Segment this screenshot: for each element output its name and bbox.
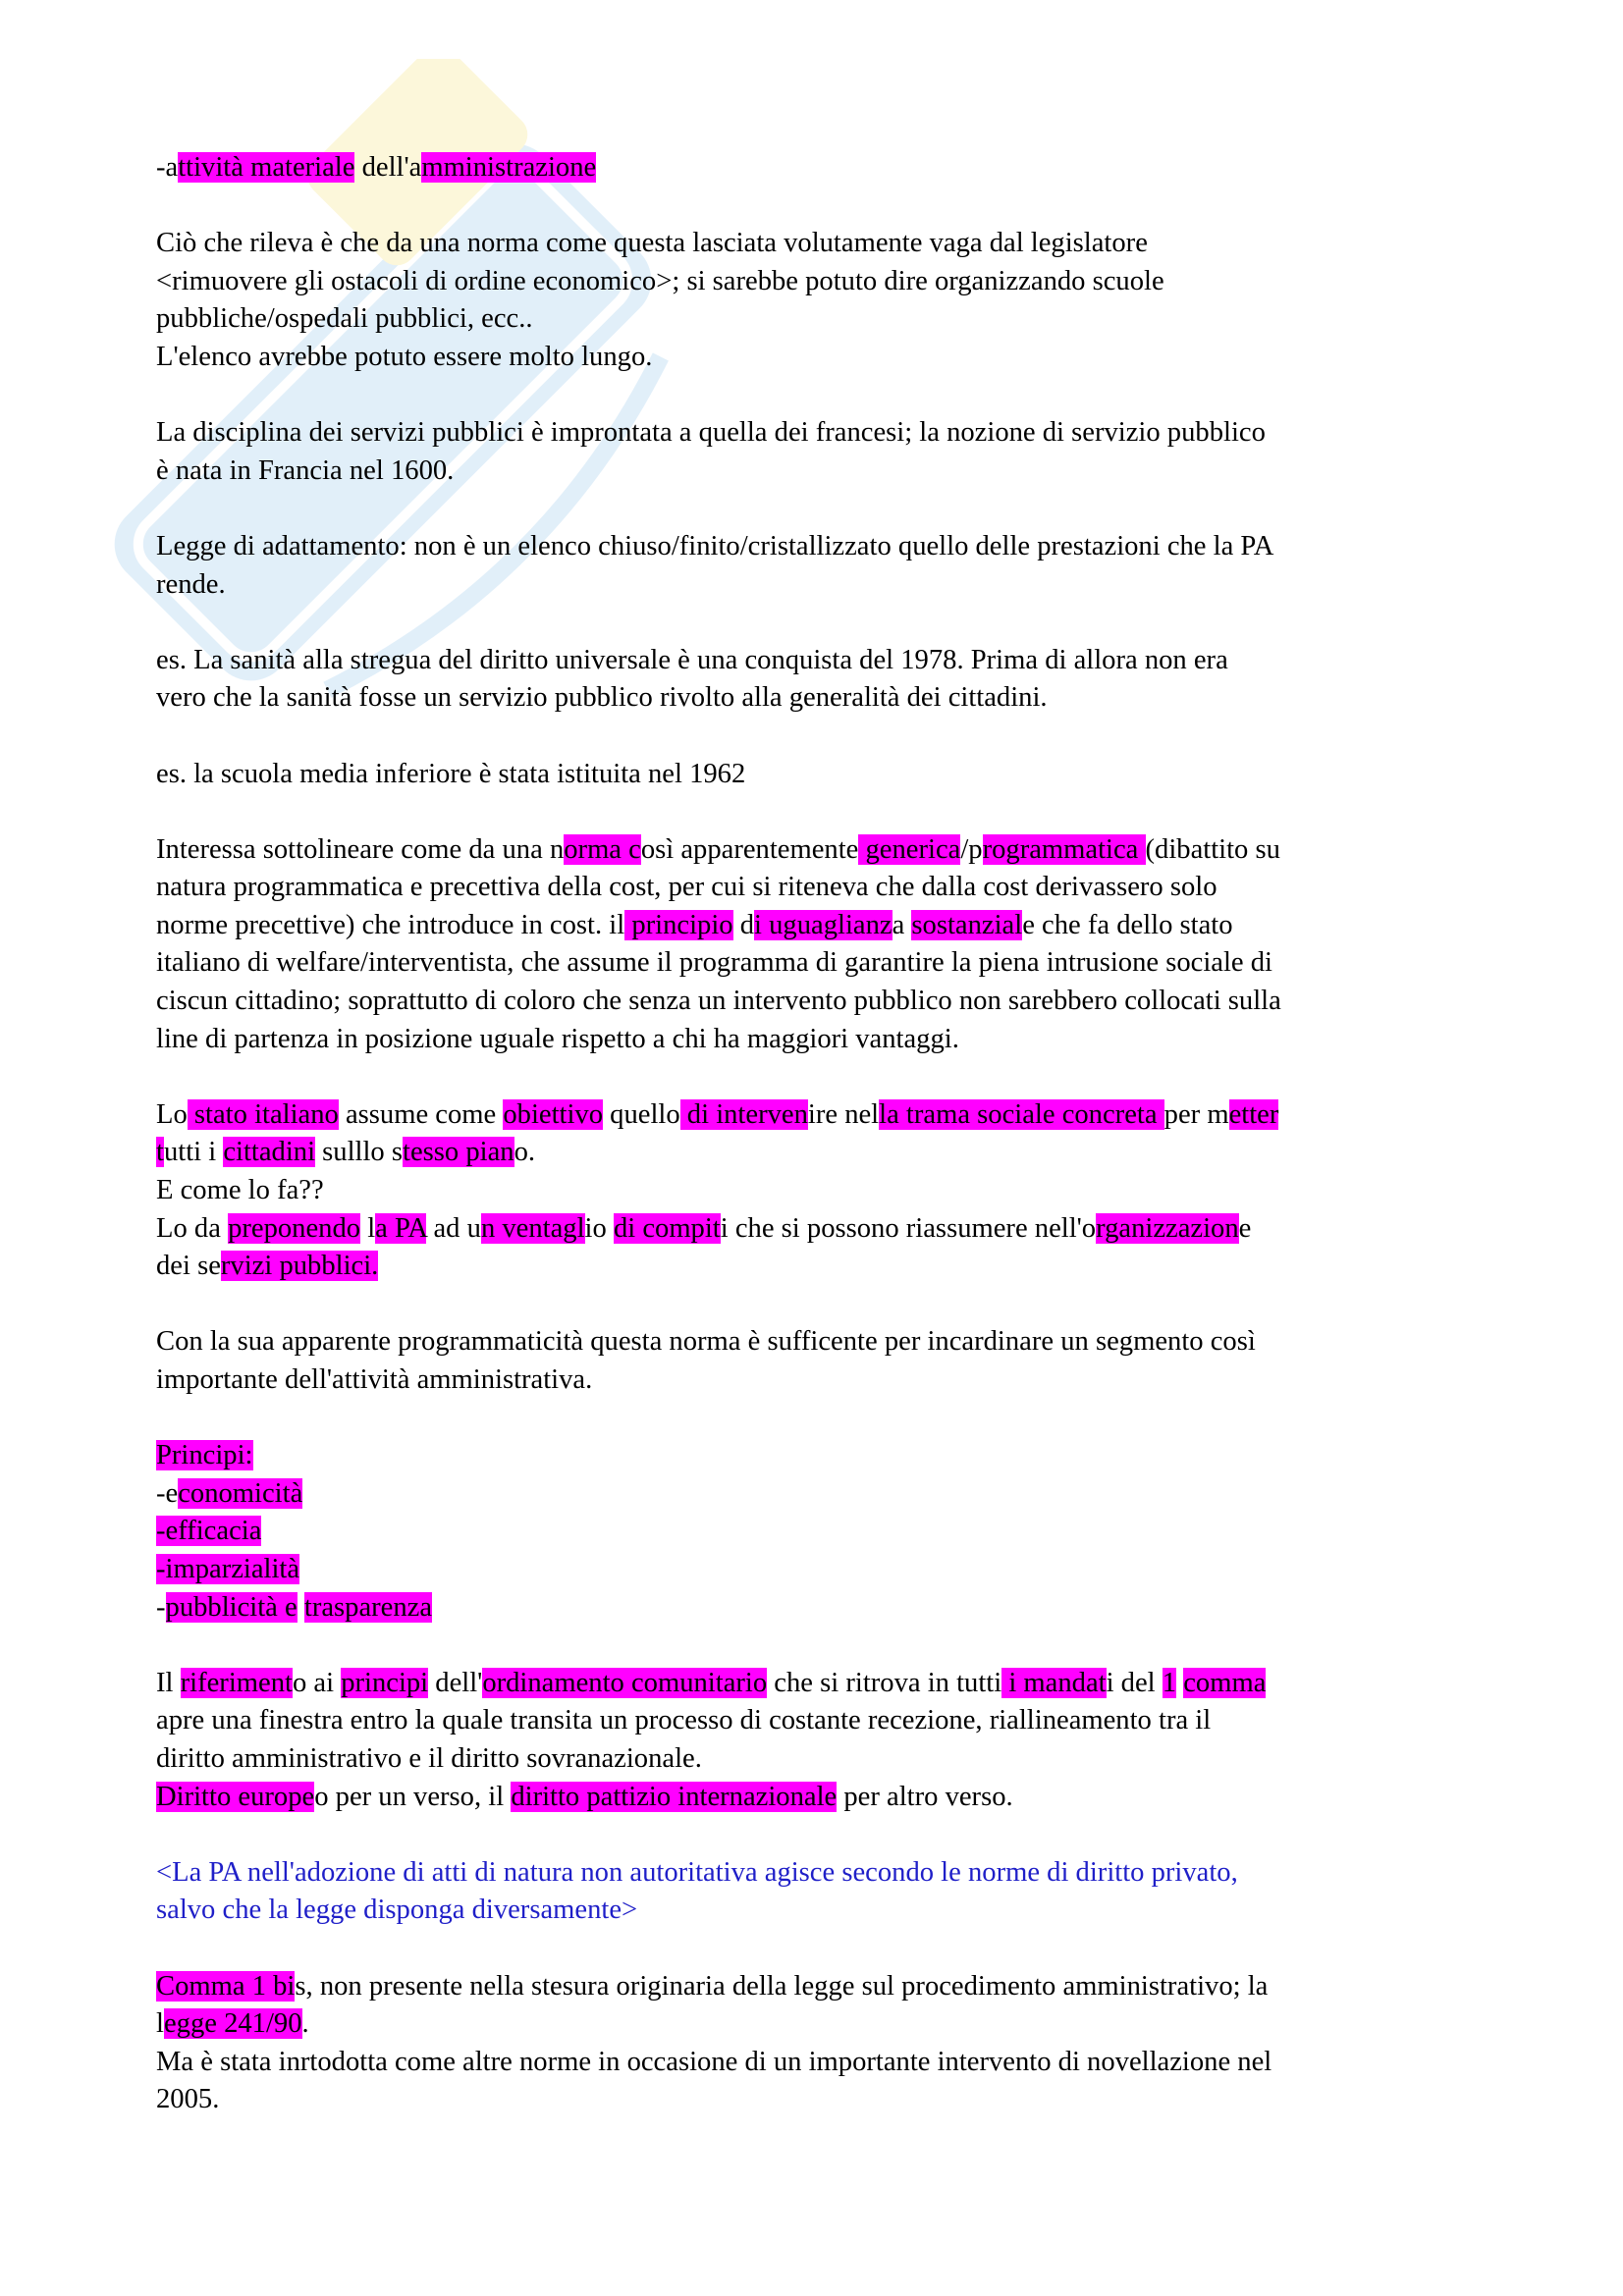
- text-run: quello: [603, 1098, 680, 1130]
- highlighted-text: stato italiano: [187, 1098, 339, 1130]
- text-run: -e: [156, 1477, 179, 1509]
- highlighted-text: t: [156, 1137, 164, 1168]
- highlighted-text: pubblicità e: [165, 1591, 298, 1623]
- highlighted-text: rganizzazion: [1096, 1212, 1239, 1244]
- text-run: E come lo fa??: [156, 1175, 324, 1206]
- text-run: La disciplina dei servizi pubblici è improntata a quella dei francesi; la nozione di servizio pubblico: [156, 417, 1266, 449]
- text-run: natura programmatica e precettiva della cost, per cui si riteneva che dalla cost derivassero solo: [156, 872, 1217, 903]
- paragraph: [156, 149, 1491, 187]
- highlighted-text: diritto pattizio internazionale: [511, 1781, 838, 1812]
- highlighted-text: orma c: [564, 833, 641, 865]
- text-run: utti i: [163, 1137, 224, 1168]
- text-run: o.: [514, 1137, 536, 1168]
- paragraph: [156, 1437, 1491, 1627]
- paragraph: [156, 1854, 1491, 1930]
- text-run: d: [732, 909, 755, 940]
- highlighted-text: -efficacia: [156, 1516, 262, 1547]
- text-run: io: [584, 1212, 614, 1244]
- text-run: Con la sua apparente programmaticità questa norma è sufficente per incardinare un segmento così: [156, 1326, 1256, 1358]
- text-run: ciscun cittadino; soprattutto di coloro che senza un intervento pubblico non sarebbero collocati sulla: [156, 986, 1281, 1017]
- highlighted-text: rvizi pubblici.: [220, 1251, 379, 1282]
- text-run: -: [156, 1591, 166, 1623]
- paragraph: [156, 414, 1491, 490]
- text-run: [298, 1592, 304, 1623]
- highlighted-text: generica: [858, 833, 961, 865]
- highlighted-text: mministrazione: [421, 152, 597, 183]
- highlighted-text: egge 241/90: [163, 2008, 302, 2040]
- text-run: Ma è stata inrtodotta come altre norme in occasione di un importante intervento di novellazione nel: [156, 2046, 1272, 2077]
- highlighted-text: tesso pian: [403, 1137, 514, 1168]
- highlighted-text: principio: [624, 909, 733, 940]
- paragraph: [156, 831, 1491, 1059]
- text-run: ire nel: [807, 1098, 880, 1130]
- text-run: l: [156, 2008, 164, 2040]
- highlighted-text: cittadini: [223, 1137, 316, 1168]
- highlighted-text: comma: [1183, 1667, 1267, 1698]
- highlighted-text: a PA: [375, 1212, 427, 1244]
- text-run: dell': [428, 1667, 483, 1698]
- text-run: per altro verso.: [837, 1781, 1013, 1812]
- text-run: per m: [1163, 1098, 1229, 1130]
- paragraph: [156, 528, 1491, 604]
- text-run: o ai: [292, 1667, 342, 1698]
- text-run: Lo: [156, 1098, 188, 1130]
- text-run: salvo che la legge disponga diversamente>: [156, 1895, 638, 1926]
- text-run: è nata in Francia nel 1600.: [156, 454, 455, 486]
- text-run: Lo da: [156, 1212, 229, 1244]
- text-run: es. la scuola media inferiore è stata istituita nel 1962: [156, 758, 746, 789]
- text-run: Interessa sottolineare come da una n: [156, 833, 565, 865]
- highlighted-text: etter: [1228, 1098, 1279, 1130]
- text-run: assume come: [338, 1098, 504, 1130]
- text-run: .: [301, 2008, 309, 2040]
- text-run: <La PA nell'adozione di atti di natura non autoritativa agisce secondo le norme di diritto privato,: [156, 1856, 1238, 1888]
- highlighted-text: Comma 1 bi: [156, 1970, 296, 2002]
- highlighted-text: di compit: [613, 1212, 721, 1244]
- paragraph: [156, 756, 1491, 794]
- highlighted-text: Diritto europe: [156, 1781, 315, 1812]
- text-run: Il: [156, 1667, 181, 1698]
- text-run: /p: [960, 833, 983, 865]
- text-run: importante dell'attività amministrativa.: [156, 1364, 593, 1395]
- text-run: Legge di adattamento: non è un elenco chiuso/finito/cristallizzato quello delle prestazioni che la PA: [156, 530, 1274, 561]
- paragraph: [156, 1665, 1491, 1816]
- text-run: line di partenza in posizione uguale rispetto a chi ha maggiori vantaggi.: [156, 1023, 959, 1054]
- highlighted-text: di interven: [679, 1098, 808, 1130]
- text-run: dei se: [156, 1251, 221, 1282]
- highlighted-text: ordinamento comunitario: [482, 1667, 768, 1698]
- text-run: norme precettive) che introduce in cost. il: [156, 909, 625, 940]
- text-run: sulllo s: [315, 1137, 404, 1168]
- text-run: 2005.: [156, 2084, 220, 2115]
- paragraph: [156, 1096, 1491, 1286]
- highlighted-text: principi: [341, 1667, 429, 1698]
- text-run: vero che la sanità fosse un servizio pubblico rivolto alla generalità dei cittadini.: [156, 682, 1048, 714]
- document-body: [156, 149, 1491, 2157]
- paragraph: [156, 1323, 1491, 1399]
- text-run: italiano di welfare/interventista, che assume il programma di garantire la piena intrusione sociale di: [156, 947, 1272, 979]
- text-run: l: [360, 1212, 376, 1244]
- text-run: i che si possono riassumere nell'o: [720, 1212, 1097, 1244]
- text-run: a: [892, 909, 912, 940]
- text-run: pubbliche/ospedali pubblici, ecc..: [156, 303, 533, 335]
- text-run: rende.: [156, 568, 226, 600]
- highlighted-text: 1: [1162, 1667, 1177, 1698]
- text-run: i del: [1106, 1667, 1163, 1698]
- highlighted-text: i uguaglianz: [754, 909, 893, 940]
- highlighted-text: la trama sociale concreta: [879, 1098, 1164, 1130]
- text-run: <rimuovere gli ostacoli di ordine economico>; si sarebbe potuto dire organizzando scuole: [156, 265, 1164, 296]
- text-run: e che fa dello stato: [1022, 909, 1233, 940]
- highlighted-text: sostanzial: [911, 909, 1023, 940]
- text-run: ad u: [426, 1212, 481, 1244]
- text-run: diritto amministrativo e il diritto sovranazionale.: [156, 1742, 702, 1774]
- highlighted-text: obiettivo: [503, 1098, 604, 1130]
- text-run: che si ritrova in tutti: [767, 1667, 1002, 1698]
- text-run: e: [1238, 1212, 1252, 1244]
- highlighted-text: rogrammatica: [982, 833, 1146, 865]
- highlighted-text: preponendo: [228, 1212, 361, 1244]
- highlighted-text: n ventagl: [480, 1212, 585, 1244]
- highlighted-text: trasparenza: [303, 1591, 433, 1623]
- paragraph: [156, 642, 1491, 718]
- text-run: dell'a: [354, 152, 422, 183]
- text-run: L'elenco avrebbe potuto essere molto lungo.: [156, 341, 653, 372]
- text-run: (dibattito su: [1145, 833, 1280, 865]
- highlighted-text: Principi:: [156, 1440, 253, 1471]
- highlighted-text: riferiment: [180, 1667, 293, 1698]
- highlighted-text: i mandat: [1001, 1667, 1107, 1698]
- paragraph: [156, 1968, 1491, 2119]
- highlighted-text: -imparzialità: [156, 1553, 300, 1584]
- highlighted-text: conomicità: [178, 1477, 303, 1509]
- text-run: apre una finestra entro la quale transita un processo di costante recezione, riallineamento tra il: [156, 1705, 1212, 1736]
- highlighted-text: ttività materiale: [178, 152, 355, 183]
- text-run: osì apparentemente: [640, 833, 859, 865]
- text-run: -a: [156, 152, 179, 183]
- text-run: Ciò che rileva è che da una norma come questa lasciata volutamente vaga dal legislatore: [156, 228, 1148, 259]
- paragraph: [156, 225, 1491, 376]
- text-run: es. La sanità alla stregua del diritto universale è una conquista del 1978. Prima di allora non era: [156, 644, 1228, 675]
- text-run: s, non presente nella stesura originaria della legge sul procedimento amministrativo; la: [295, 1970, 1269, 2002]
- text-run: o per un verso, il: [314, 1781, 512, 1812]
